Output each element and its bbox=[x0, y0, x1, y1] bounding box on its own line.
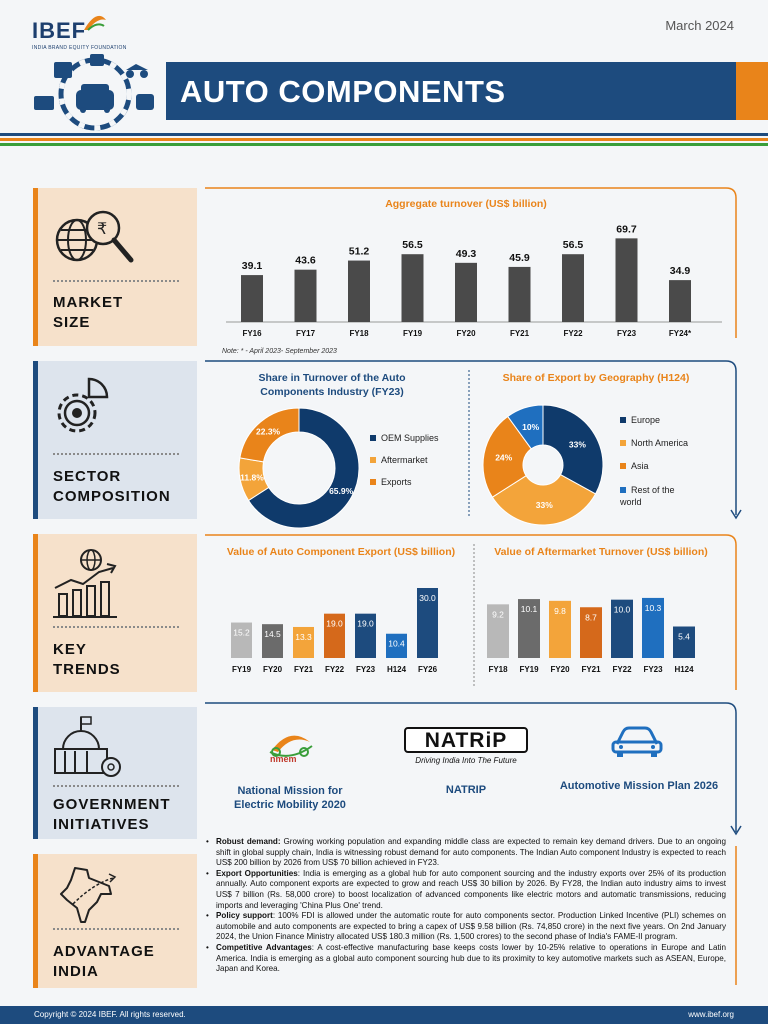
website-link[interactable]: www.ibef.org bbox=[688, 1010, 734, 1019]
legend-label: Aftermarket bbox=[381, 455, 428, 465]
logo-text: IBEF bbox=[32, 18, 87, 43]
tick-label: FY17 bbox=[295, 329, 316, 338]
bar-label: 8.7 bbox=[585, 612, 597, 623]
bar-label: 15.2 bbox=[233, 627, 250, 638]
tile-market-size bbox=[33, 188, 197, 346]
turnover-share-title: Share in Turnover of the Auto Components Industry (FY23) bbox=[258, 372, 406, 398]
tick-label: FY21 bbox=[581, 665, 601, 674]
bar-label: 43.6 bbox=[295, 254, 316, 267]
advantage-body: : India is emerging as a global hub for auto component sourcing and the industry exports over 25% of its production annually. Auto component exports are expected to grow and reach US$ 30 billion by 2026. By FY28, the Indian auto industry aims to invest US$ 7 billion (Rs. 58,000 crore) to boost localization of advanced components like electric motors and automatic transmissions, reducing imports and leveraging 'China Plus One' trend. bbox=[216, 868, 727, 910]
tick-label: H124 bbox=[674, 665, 694, 674]
bar-label: 69.7 bbox=[616, 223, 637, 236]
tile-accent bbox=[33, 707, 38, 839]
nmem-label: National Mission for Electric Mobility 2020 bbox=[234, 785, 346, 811]
bar bbox=[562, 254, 584, 322]
logo-subtitle: INDIA BRAND EQUITY FOUNDATION bbox=[32, 45, 127, 51]
bar-label: 49.3 bbox=[455, 247, 477, 260]
legend-label: Europe bbox=[631, 415, 661, 425]
page-header bbox=[0, 0, 768, 150]
bar-label: 51.2 bbox=[348, 245, 370, 258]
legend-label: North America bbox=[631, 438, 689, 448]
tile-divider bbox=[53, 453, 179, 455]
bar-label: 19.0 bbox=[357, 618, 374, 629]
turnover-note: Note: * - April 2023- September 2023 bbox=[222, 348, 337, 355]
tick-label: FY20 bbox=[550, 665, 570, 674]
tile-label-1: SECTOR bbox=[53, 468, 122, 485]
tile-accent bbox=[33, 534, 38, 692]
legend-item bbox=[370, 433, 460, 443]
bar-label: 19.0 bbox=[326, 618, 343, 629]
slice-label: 33% bbox=[535, 499, 553, 510]
tile-sector-composition bbox=[33, 361, 197, 519]
tick-label: FY16 bbox=[242, 329, 262, 338]
export-value-title: Value of Auto Component Export (US$ billion) bbox=[226, 546, 456, 558]
tick-label: H124 bbox=[386, 665, 407, 674]
bar-label: 9.8 bbox=[554, 605, 566, 616]
tile-accent bbox=[33, 188, 38, 346]
tick-label: FY21 bbox=[293, 665, 314, 674]
india-map-icon bbox=[53, 864, 123, 928]
bar bbox=[509, 267, 531, 322]
tick-label: FY23 bbox=[643, 665, 663, 674]
tile-key-trends bbox=[33, 534, 197, 692]
tick-label: FY20 bbox=[456, 329, 476, 338]
tick-label: FY24* bbox=[668, 329, 692, 338]
page-footer bbox=[0, 1006, 768, 1024]
bar-label: 45.9 bbox=[509, 251, 530, 264]
tile-label-2: INITIATIVES bbox=[53, 816, 150, 833]
tile-divider bbox=[53, 928, 179, 930]
globe-growth-chart-icon bbox=[51, 546, 131, 622]
legend-swatch bbox=[370, 479, 376, 485]
advantage-heading: Competitive Advantages bbox=[216, 942, 312, 952]
advantage-point bbox=[206, 911, 726, 943]
legend-item bbox=[370, 455, 460, 465]
tick-label: FY19 bbox=[231, 665, 252, 674]
tick-label: FY22 bbox=[612, 665, 632, 674]
advantage-heading: Policy support bbox=[216, 911, 273, 921]
page-title: AUTO COMPONENTS bbox=[180, 74, 506, 109]
legend-label: OEM Supplies bbox=[381, 433, 439, 443]
advantage-heading: Export Opportunities bbox=[216, 868, 298, 878]
legend-label: Exports bbox=[381, 477, 412, 487]
amp-label: Automotive Mission Plan 2026 bbox=[559, 780, 719, 792]
slice-label: 10% bbox=[522, 421, 540, 432]
bar-label: 30.0 bbox=[419, 593, 436, 603]
tile-label-1: GOVERNMENT bbox=[53, 796, 171, 813]
tile-advantage-india bbox=[33, 854, 197, 988]
nmem-logo[interactable] bbox=[262, 722, 318, 766]
legend-item bbox=[620, 438, 710, 448]
legend-item bbox=[620, 461, 710, 471]
export-geography-title: Share of Export by Geography (H124) bbox=[502, 372, 690, 384]
tile-accent bbox=[33, 854, 38, 988]
natrip-logo[interactable] bbox=[404, 727, 528, 767]
slice-label: 33% bbox=[568, 439, 586, 450]
slice-label: 65.9% bbox=[329, 485, 354, 496]
publication-date: March 2024 bbox=[665, 18, 734, 33]
slice-label: 24% bbox=[495, 452, 513, 463]
advantage-point bbox=[206, 943, 726, 975]
legend-swatch bbox=[620, 463, 626, 469]
bar-label: 5.4 bbox=[678, 631, 690, 642]
advantage-point bbox=[206, 837, 726, 869]
tick-label: FY20 bbox=[262, 665, 283, 674]
tile-label-2: COMPOSITION bbox=[53, 488, 171, 505]
tick-label: FY26 bbox=[417, 665, 438, 674]
header-stripes bbox=[0, 133, 768, 148]
legend-swatch bbox=[370, 435, 376, 441]
tile-accent bbox=[33, 361, 38, 519]
vehicles-icon bbox=[30, 52, 160, 132]
natrip-tagline: Driving India Into The Future bbox=[415, 756, 517, 765]
natrip-logo-box bbox=[404, 727, 528, 753]
bar bbox=[402, 254, 424, 322]
legend-label: Asia bbox=[631, 461, 649, 471]
bar bbox=[241, 275, 263, 322]
tick-label: FY18 bbox=[488, 665, 508, 674]
tile-divider bbox=[53, 626, 179, 628]
tile-label-2: TRENDS bbox=[53, 661, 121, 678]
bar-label: 10.3 bbox=[644, 602, 662, 613]
legend-swatch bbox=[620, 417, 626, 423]
tick-label: FY23 bbox=[616, 329, 637, 338]
legend-swatch bbox=[620, 440, 626, 446]
bar-label: 10.4 bbox=[388, 638, 405, 649]
tick-label: FY18 bbox=[349, 329, 369, 338]
tile-label-1: ADVANTAGE bbox=[53, 943, 155, 960]
legend-item bbox=[620, 484, 690, 508]
export-geography-donut bbox=[478, 400, 608, 530]
tile-label-2: SIZE bbox=[53, 314, 91, 331]
tile-label-1: KEY bbox=[53, 641, 87, 658]
advantage-india-text bbox=[206, 837, 726, 975]
bar-label: 39.1 bbox=[241, 260, 263, 273]
advantage-body: : A cost-effective manufacturing base keeps costs lower by 10-25% relative to operations in Europe and Latin America. India is emerging as a global auto component sourcing hub due to its proximity to key automotive markets such as ASEAN, Europe, Japan and Korea. bbox=[216, 942, 726, 974]
aftermarket-bar-chart bbox=[480, 570, 710, 690]
legend-item bbox=[620, 415, 710, 425]
legend-swatch bbox=[620, 487, 626, 493]
tile-divider bbox=[53, 785, 179, 787]
tick-label: FY22 bbox=[563, 329, 583, 338]
bar-label: 9.2 bbox=[492, 609, 504, 620]
bar-label: 13.3 bbox=[295, 631, 312, 642]
slice-label: 11.8% bbox=[240, 472, 264, 483]
bar bbox=[348, 261, 370, 322]
legend-item bbox=[370, 477, 460, 487]
natrip-logo-text: NATRiP bbox=[424, 729, 508, 752]
bar-label: 10.0 bbox=[613, 604, 631, 615]
aftermarket-title: Value of Aftermarket Turnover (US$ billion) bbox=[494, 546, 708, 558]
tile-label-1: MARKET bbox=[53, 294, 124, 311]
bar bbox=[669, 280, 691, 322]
tick-label: FY22 bbox=[324, 665, 345, 674]
bar-label: 56.5 bbox=[562, 239, 584, 252]
tile-label-2: INDIA bbox=[53, 963, 99, 980]
gear-pie-icon bbox=[49, 375, 119, 445]
export-value-bar-chart bbox=[222, 570, 452, 690]
tile-government-initiatives bbox=[33, 707, 197, 839]
turnover-bar-chart bbox=[222, 200, 722, 350]
legend-label: Rest of the world bbox=[620, 485, 675, 507]
advantage-body: : 100% FDI is allowed under the automatic route for auto components sector. Production Linked Incentive (PLI) schemes on automobile and auto components are expected to bring a capex of US$ 9.58 billion (Rs. 74,850 crore) in the next five years. On 2nd January 2024, the Union Finance Ministry allocated US$ 180.3 million (Rs. 1,500 crores) to the second phase of India's FAME-II program. bbox=[216, 911, 726, 942]
ibef-logo[interactable] bbox=[32, 14, 127, 51]
government-building-icon bbox=[49, 715, 129, 783]
title-band bbox=[166, 62, 736, 120]
bar bbox=[616, 238, 638, 322]
tick-label: FY21 bbox=[509, 329, 530, 338]
bar-label: 34.9 bbox=[669, 265, 691, 278]
tick-label: FY23 bbox=[355, 665, 376, 674]
bar bbox=[455, 263, 477, 322]
advantage-body: Growing working population and expanding middle class are expected to remain key demand drivers. Due to an ongoing shift in global supply chain, India is witnessing robust demand for auto components. The Indian Auto component Industry is expected to reach US$ 200 billion by 2026 from US$ 70 billion achieved in FY23. bbox=[216, 837, 726, 868]
tick-label: FY19 bbox=[402, 329, 423, 338]
svg-text:₹: ₹ bbox=[97, 219, 108, 238]
legend-swatch bbox=[370, 457, 376, 463]
tile-divider bbox=[53, 280, 179, 282]
slice-label: 22.3% bbox=[256, 426, 281, 437]
bar bbox=[295, 270, 317, 322]
car-icon[interactable] bbox=[609, 724, 665, 760]
bar-label: 56.5 bbox=[402, 239, 423, 252]
advantage-heading: Robust demand: bbox=[216, 837, 281, 846]
tick-label: FY19 bbox=[519, 665, 539, 674]
turnover-chart-title: Aggregate turnover (US$ billion) bbox=[385, 198, 547, 210]
bar-label: 10.1 bbox=[520, 604, 538, 615]
bar-label: 14.5 bbox=[264, 629, 281, 640]
copyright-text: Copyright © 2024 IBEF. All rights reserved. bbox=[34, 1010, 186, 1019]
nmem-logo-text: nmem bbox=[270, 754, 297, 764]
globe-rupee-magnifier-icon bbox=[53, 204, 143, 274]
advantage-point bbox=[206, 869, 726, 911]
turnover-share-donut bbox=[234, 403, 364, 533]
title-accent bbox=[736, 62, 768, 120]
natrip-label: NATRIP bbox=[445, 784, 487, 796]
